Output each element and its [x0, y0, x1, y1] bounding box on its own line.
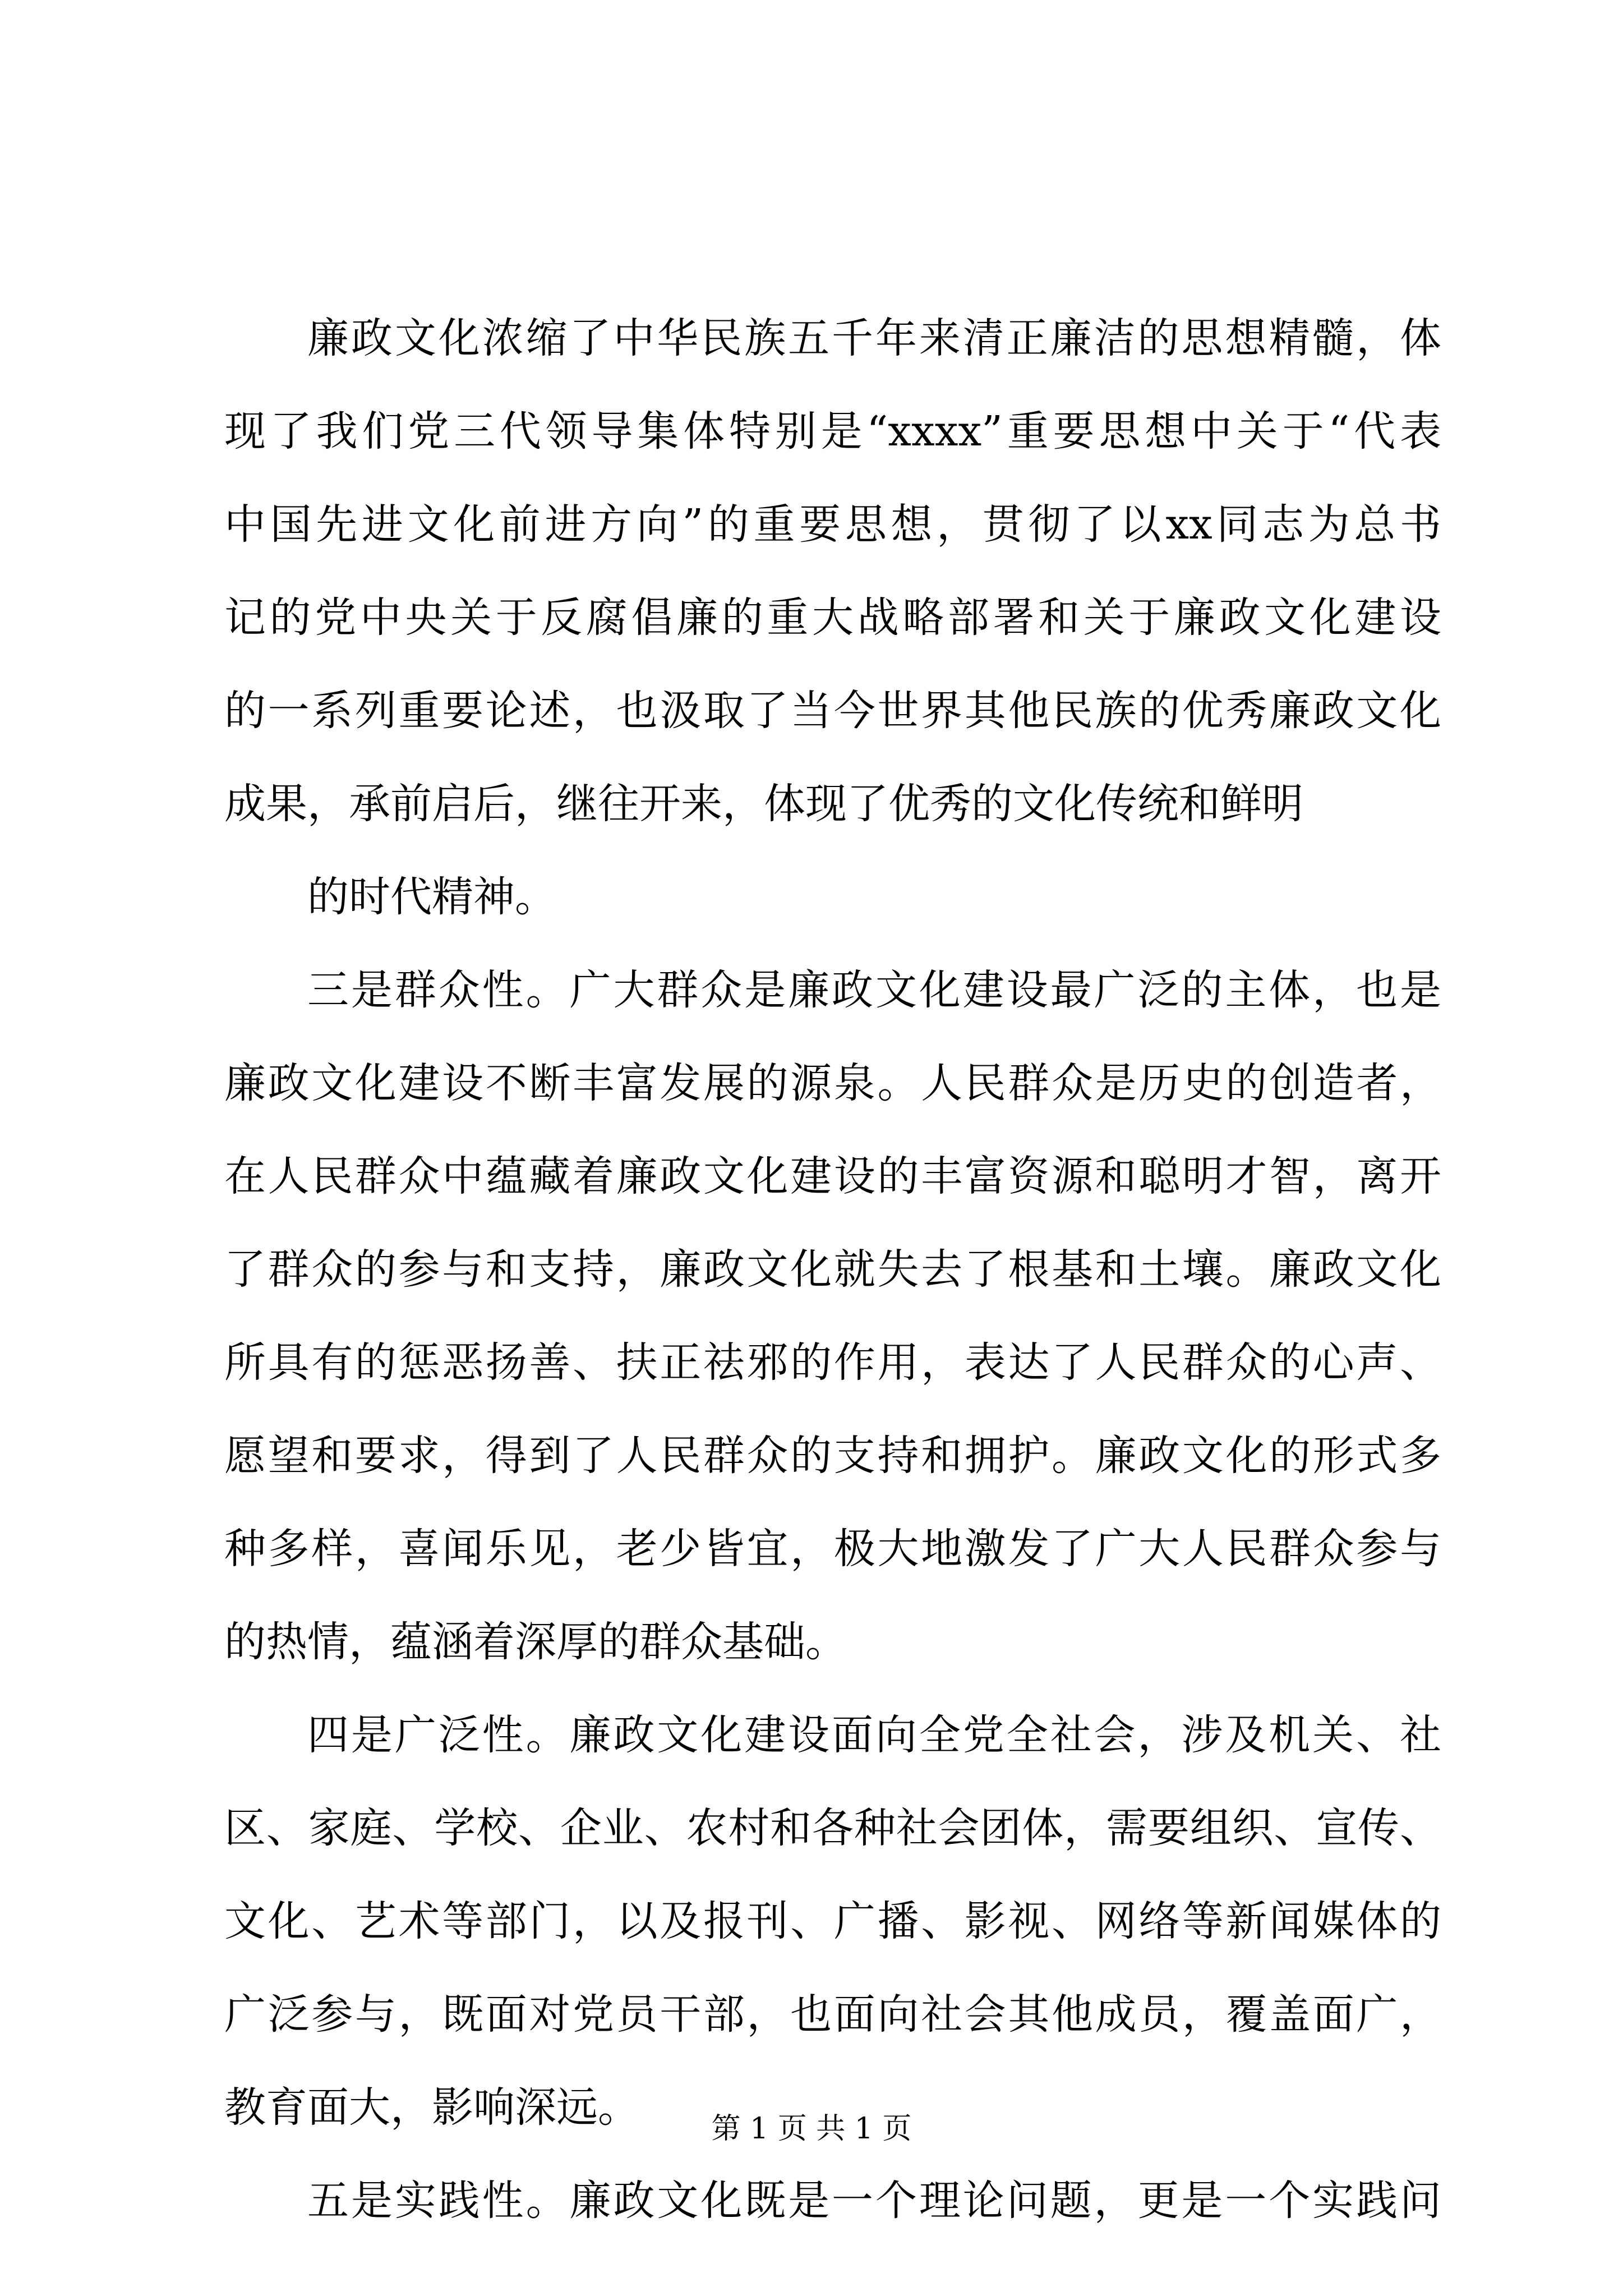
text-line: 三是群众性。广大群众是廉政文化建设最广泛的主体，也是 — [307, 966, 1441, 1014]
text-line: 文化、艺术等部门，以及报刊、广播、影视、网络等新闻媒体的 — [224, 1897, 1441, 1945]
text-line: 中国先进文化前进方向”的重要思想，贯彻了以xx同志为总书 — [224, 500, 1441, 549]
text-line: 五是实践性。廉政文化既是一个理论问题，更是一个实践问 — [307, 2177, 1441, 2225]
page-footer: 第 1 页 共 1 页 — [711, 2112, 912, 2146]
text-line: 廉政文化浓缩了中华民族五千年来清正廉洁的思想精髓，体 — [307, 314, 1441, 362]
text-line: 的时代精神。 — [307, 873, 556, 921]
text-line: 四是广泛性。廉政文化建设面向全党全社会，涉及机关、社 — [307, 1711, 1441, 1759]
text-line: 的一系列重要论述，也汲取了当今世界其他民族的优秀廉政文化 — [224, 687, 1441, 735]
text-line: 愿望和要求，得到了人民群众的支持和拥护。廉政文化的形式多 — [224, 1432, 1441, 1480]
text-line: 广泛参与，既面对党员干部，也面向社会其他成员，覆盖面广， — [224, 1990, 1441, 2039]
text-line: 记的党中央关于反腐倡廉的重大战略部署和关于廉政文化建设 — [224, 593, 1441, 642]
text-line: 现了我们党三代领导集体特别是“xxxx”重要思想中关于“代表 — [224, 407, 1441, 455]
text-line: 所具有的惩恶扬善、扶正祛邪的作用，表达了人民群众的心声、 — [224, 1338, 1441, 1387]
text-line: 区、家庭、学校、企业、农村和各种社会团体，需要组织、宣传、 — [224, 1804, 1441, 1852]
text-line: 在人民群众中蕴藏着廉政文化建设的丰富资源和聪明才智，离开 — [224, 1152, 1441, 1200]
text-line: 的热情，蕴涵着深厚的群众基础。 — [224, 1618, 847, 1666]
text-line: 种多样，喜闻乐见，老少皆宜，极大地激发了广大人民群众参与 — [224, 1525, 1441, 1573]
text-line: 成果，承前启后，继往开来，体现了优秀的文化传统和鲜明 — [224, 780, 1303, 828]
body-text — [224, 292, 1441, 2247]
text-line: 廉政文化建设不断丰富发展的源泉。人民群众是历史的创造者， — [224, 1059, 1441, 1107]
text-line: 教育面大，影响深远。 — [224, 2083, 639, 2132]
text-line: 了群众的参与和支持，廉政文化就失去了根基和土壤。廉政文化 — [224, 1245, 1441, 1294]
